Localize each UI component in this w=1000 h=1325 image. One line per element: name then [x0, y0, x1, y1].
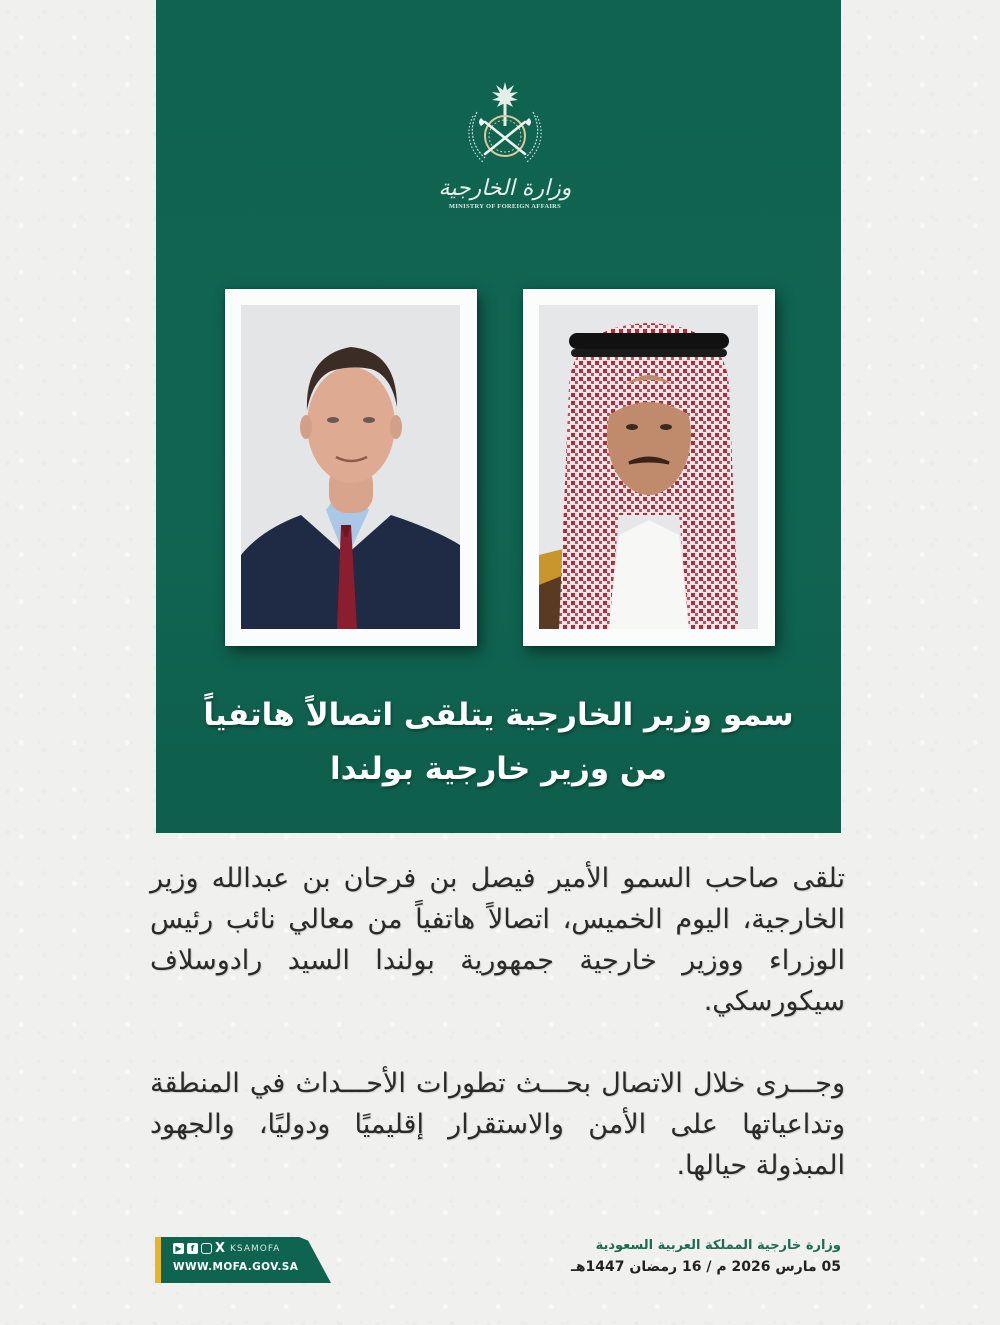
footer-info — [571, 1236, 841, 1278]
social-icons-row — [173, 1243, 280, 1254]
x-icon[interactable]: X — [215, 1241, 226, 1256]
photo-frame-right — [523, 289, 775, 646]
instagram-icon[interactable] — [201, 1243, 212, 1254]
publication-date: 05 مارس 2026 م / 16 رمضان 1447هـ — [571, 1259, 841, 1275]
body-paragraph-1: تلقى صاحب السمو الأمير فيصل بن فرحان بن عبدالله وزير الخارجية، اليوم الخميس، اتصالاً هاتفياً من معالي نائب رئيس الوزراء ووزير خارجية جمهورية بولندا السيد رادوسلاف سيكورسكي. — [150, 863, 845, 1017]
social-badge — [155, 1237, 331, 1283]
ministry-full-name: وزارة خارجية المملكة العربية السعودية — [595, 1238, 841, 1253]
ministry-english-name: MINISTRY OF FOREIGN AFFAIRS — [448, 203, 562, 210]
headline-line-1: سمو وزير الخارجية يتلقى اتصالاً هاتفياً — [203, 697, 794, 733]
article-body — [150, 858, 845, 1186]
ministry-logo — [430, 78, 580, 218]
photo-frame-left — [225, 289, 477, 646]
saudi-emblem-icon — [455, 78, 555, 174]
facebook-icon[interactable]: f — [187, 1243, 198, 1254]
body-paragraph-2: وجـــرى خلال الاتصال بحـــث تطورات الأحـــداث في المنطقة وتداعياتها على الأمن والاستقرار إقليميًا ودوليًا، والجهود المبذولة حيالها. — [150, 1068, 845, 1181]
social-handle[interactable]: KSAMOFA — [230, 1243, 281, 1254]
ministry-arabic-name: وزارة الخارجية — [438, 176, 572, 201]
portrait-saudi-minister — [539, 305, 758, 629]
badge-gold-stripe — [155, 1237, 161, 1283]
youtube-icon[interactable]: ▶ — [173, 1243, 184, 1254]
website-link[interactable]: WWW.MOFA.GOV.SA — [173, 1261, 299, 1273]
portrait-polish-minister — [241, 305, 460, 629]
headline — [156, 688, 841, 796]
headline-line-2: من وزير خارجية بولندا — [329, 751, 668, 787]
